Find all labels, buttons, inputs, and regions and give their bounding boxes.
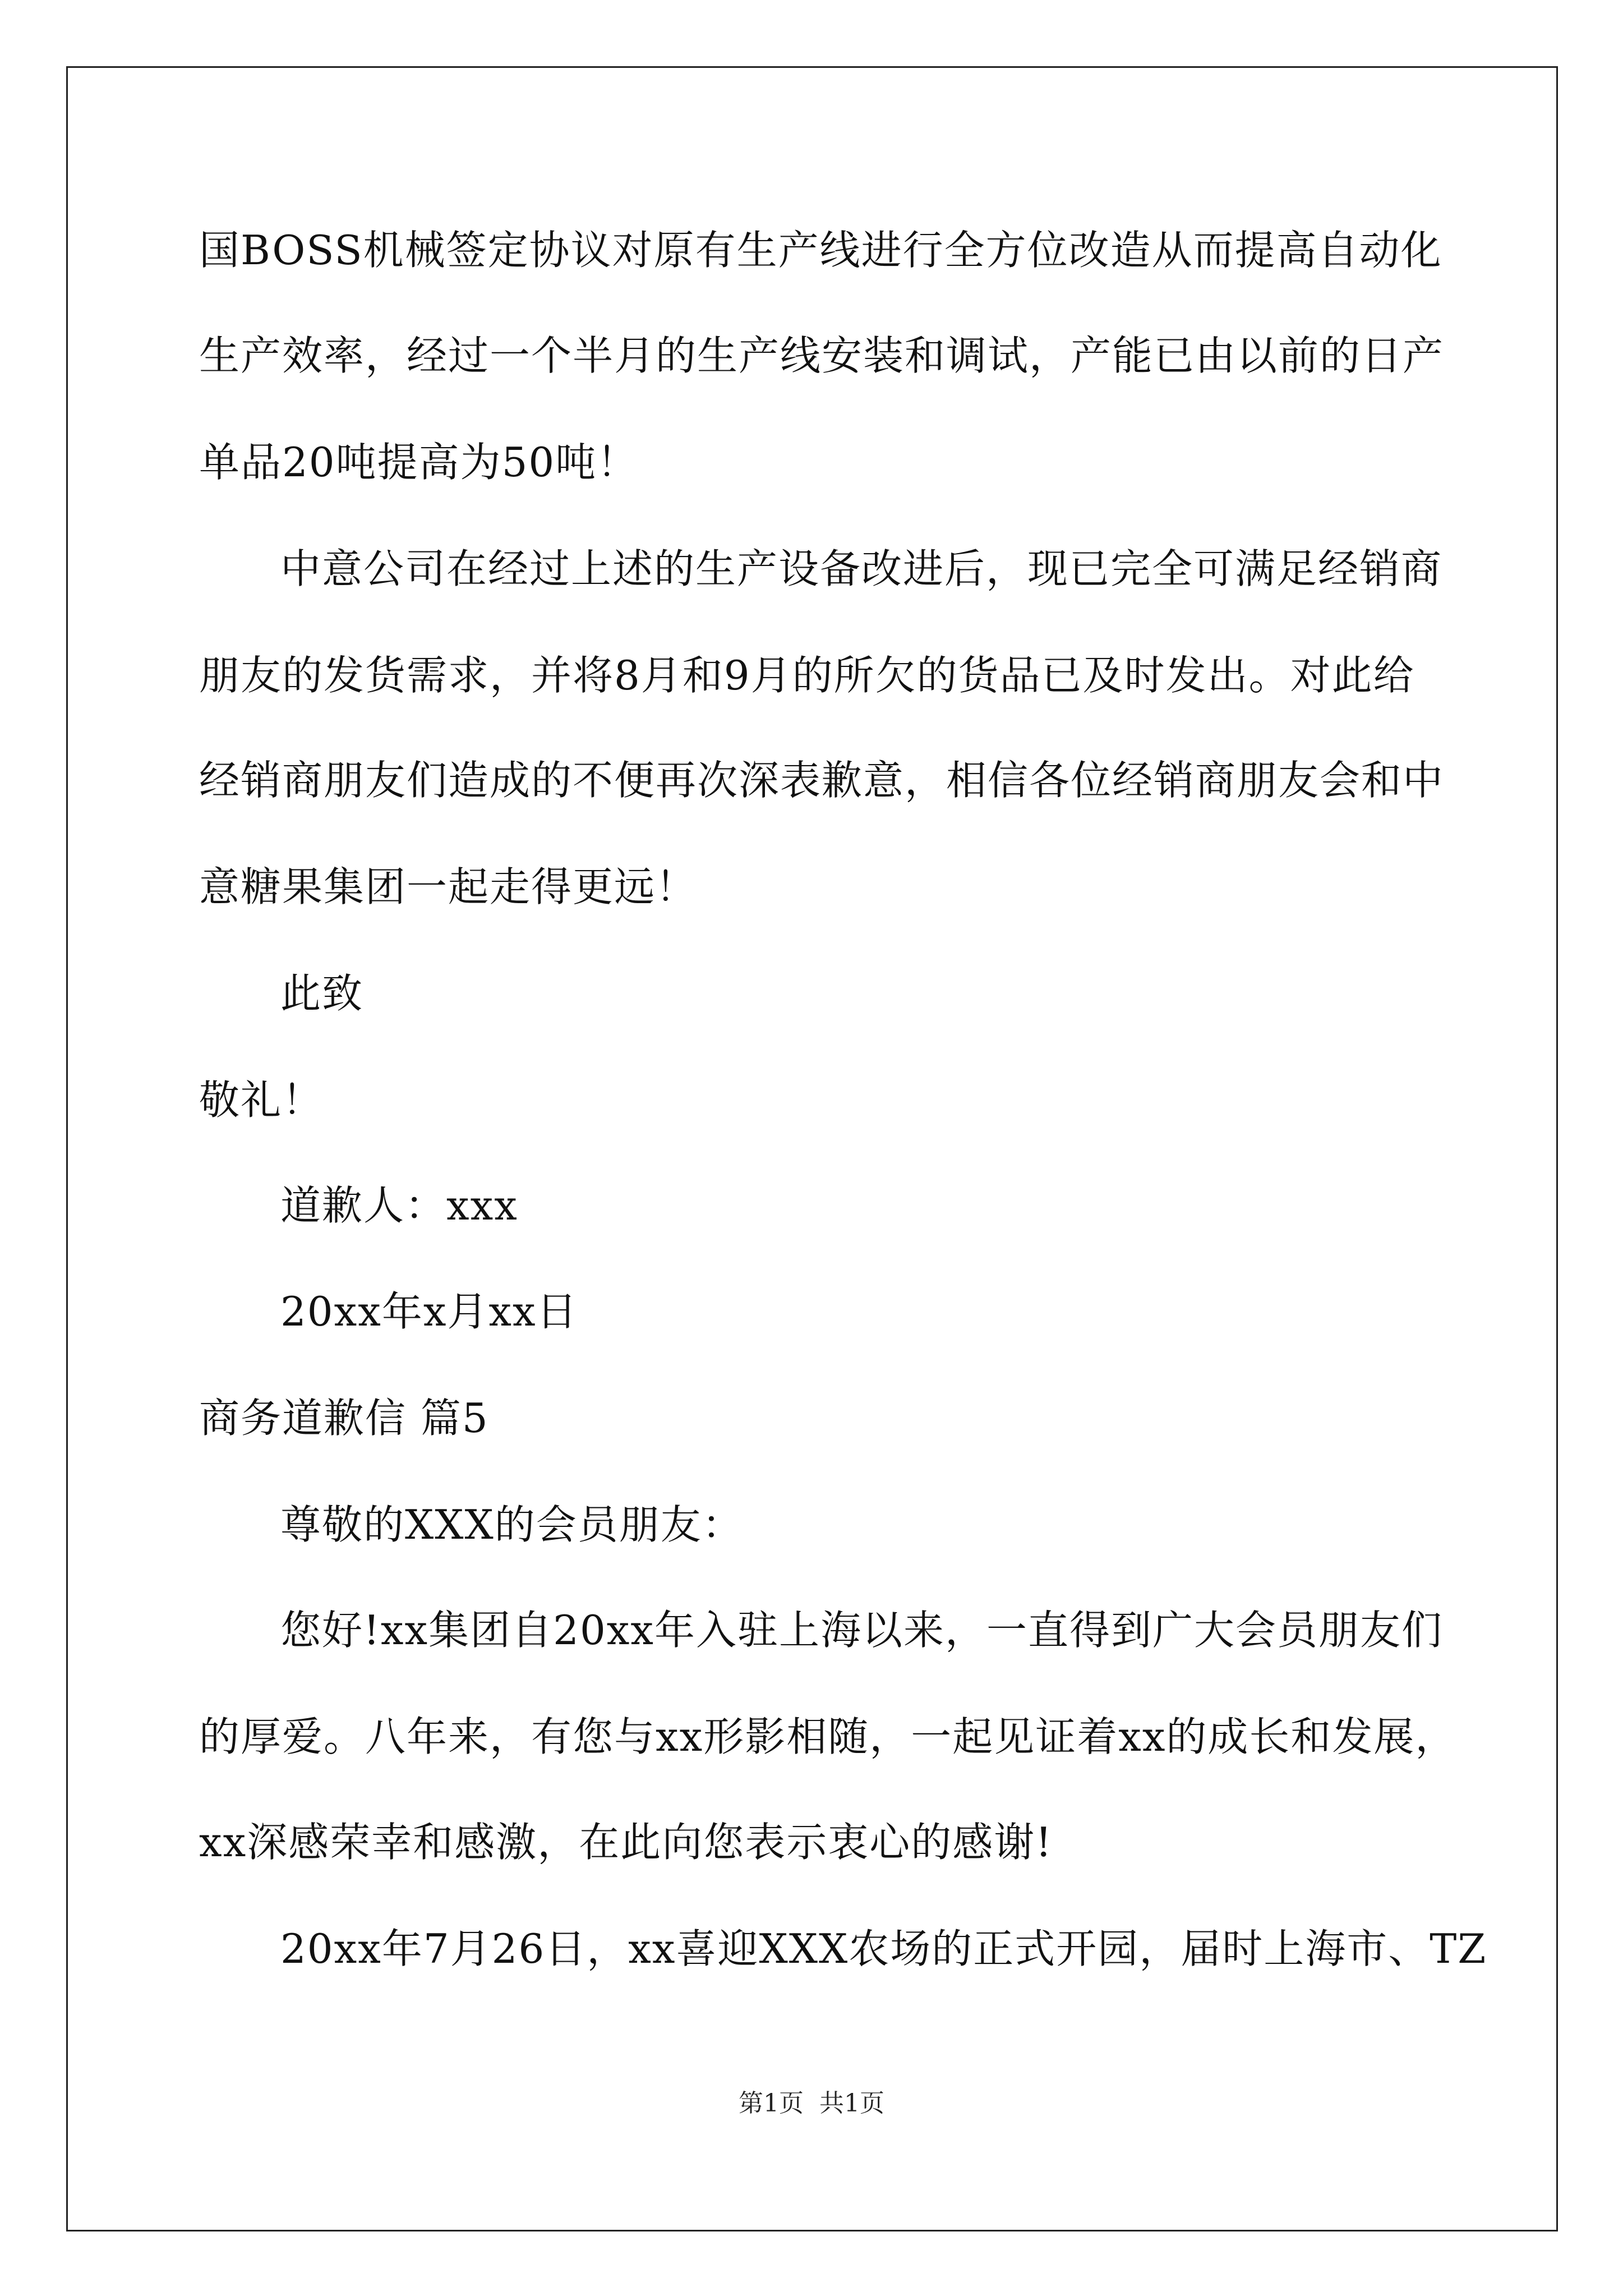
text-line: 生产效率，经过一个半月的生产线安装和调试，产能已由以前的日产 <box>199 332 1445 379</box>
text-line: 单品20吨提高为50吨！ <box>199 439 639 486</box>
text-line: 国BOSS机械签定协议对原有生产线进行全方位改造从而提高自动化 <box>199 227 1442 274</box>
text-line: 朋友的发货需求，并将8月和9月的所欠的货品已及时发出。对此给 <box>199 652 1415 699</box>
signer-line: 道歉人：xxx <box>280 1182 518 1229</box>
salutation-line: 此致 <box>280 970 364 1017</box>
section-heading: 商务道歉信 篇5 <box>199 1395 489 1442</box>
salutation-line: 敬礼！ <box>199 1076 324 1124</box>
text-line: 中意公司在经过上述的生产设备改进后，现已完全可满足经销商 <box>280 545 1443 592</box>
date-line: 20xx年x月xx日 <box>280 1288 578 1335</box>
text-line: 尊敬的XXX的会员朋友： <box>280 1501 744 1548</box>
text-line: 您好!xx集团自20xx年入驻上海以来，一直得到广大会员朋友们 <box>280 1607 1443 1654</box>
text-line: 意糖果集团一起走得更远！ <box>199 863 698 910</box>
text-line: 经销商朋友们造成的不便再次深表歉意，相信各位经销商朋友会和中 <box>199 757 1445 804</box>
page-footer: 第1页 共1页 <box>739 2089 884 2118</box>
text-line: xx深感荣幸和感激，在此向您表示衷心的感谢! <box>199 1819 1053 1866</box>
page-frame <box>66 66 1558 2231</box>
text-line: 20xx年7月26日，xx喜迎XXX农场的正式开园，届时上海市、TZ <box>280 1925 1487 1972</box>
text-line: 的厚爱。八年来，有您与xx形影相随，一起见证着xx的成长和发展， <box>199 1713 1457 1760</box>
